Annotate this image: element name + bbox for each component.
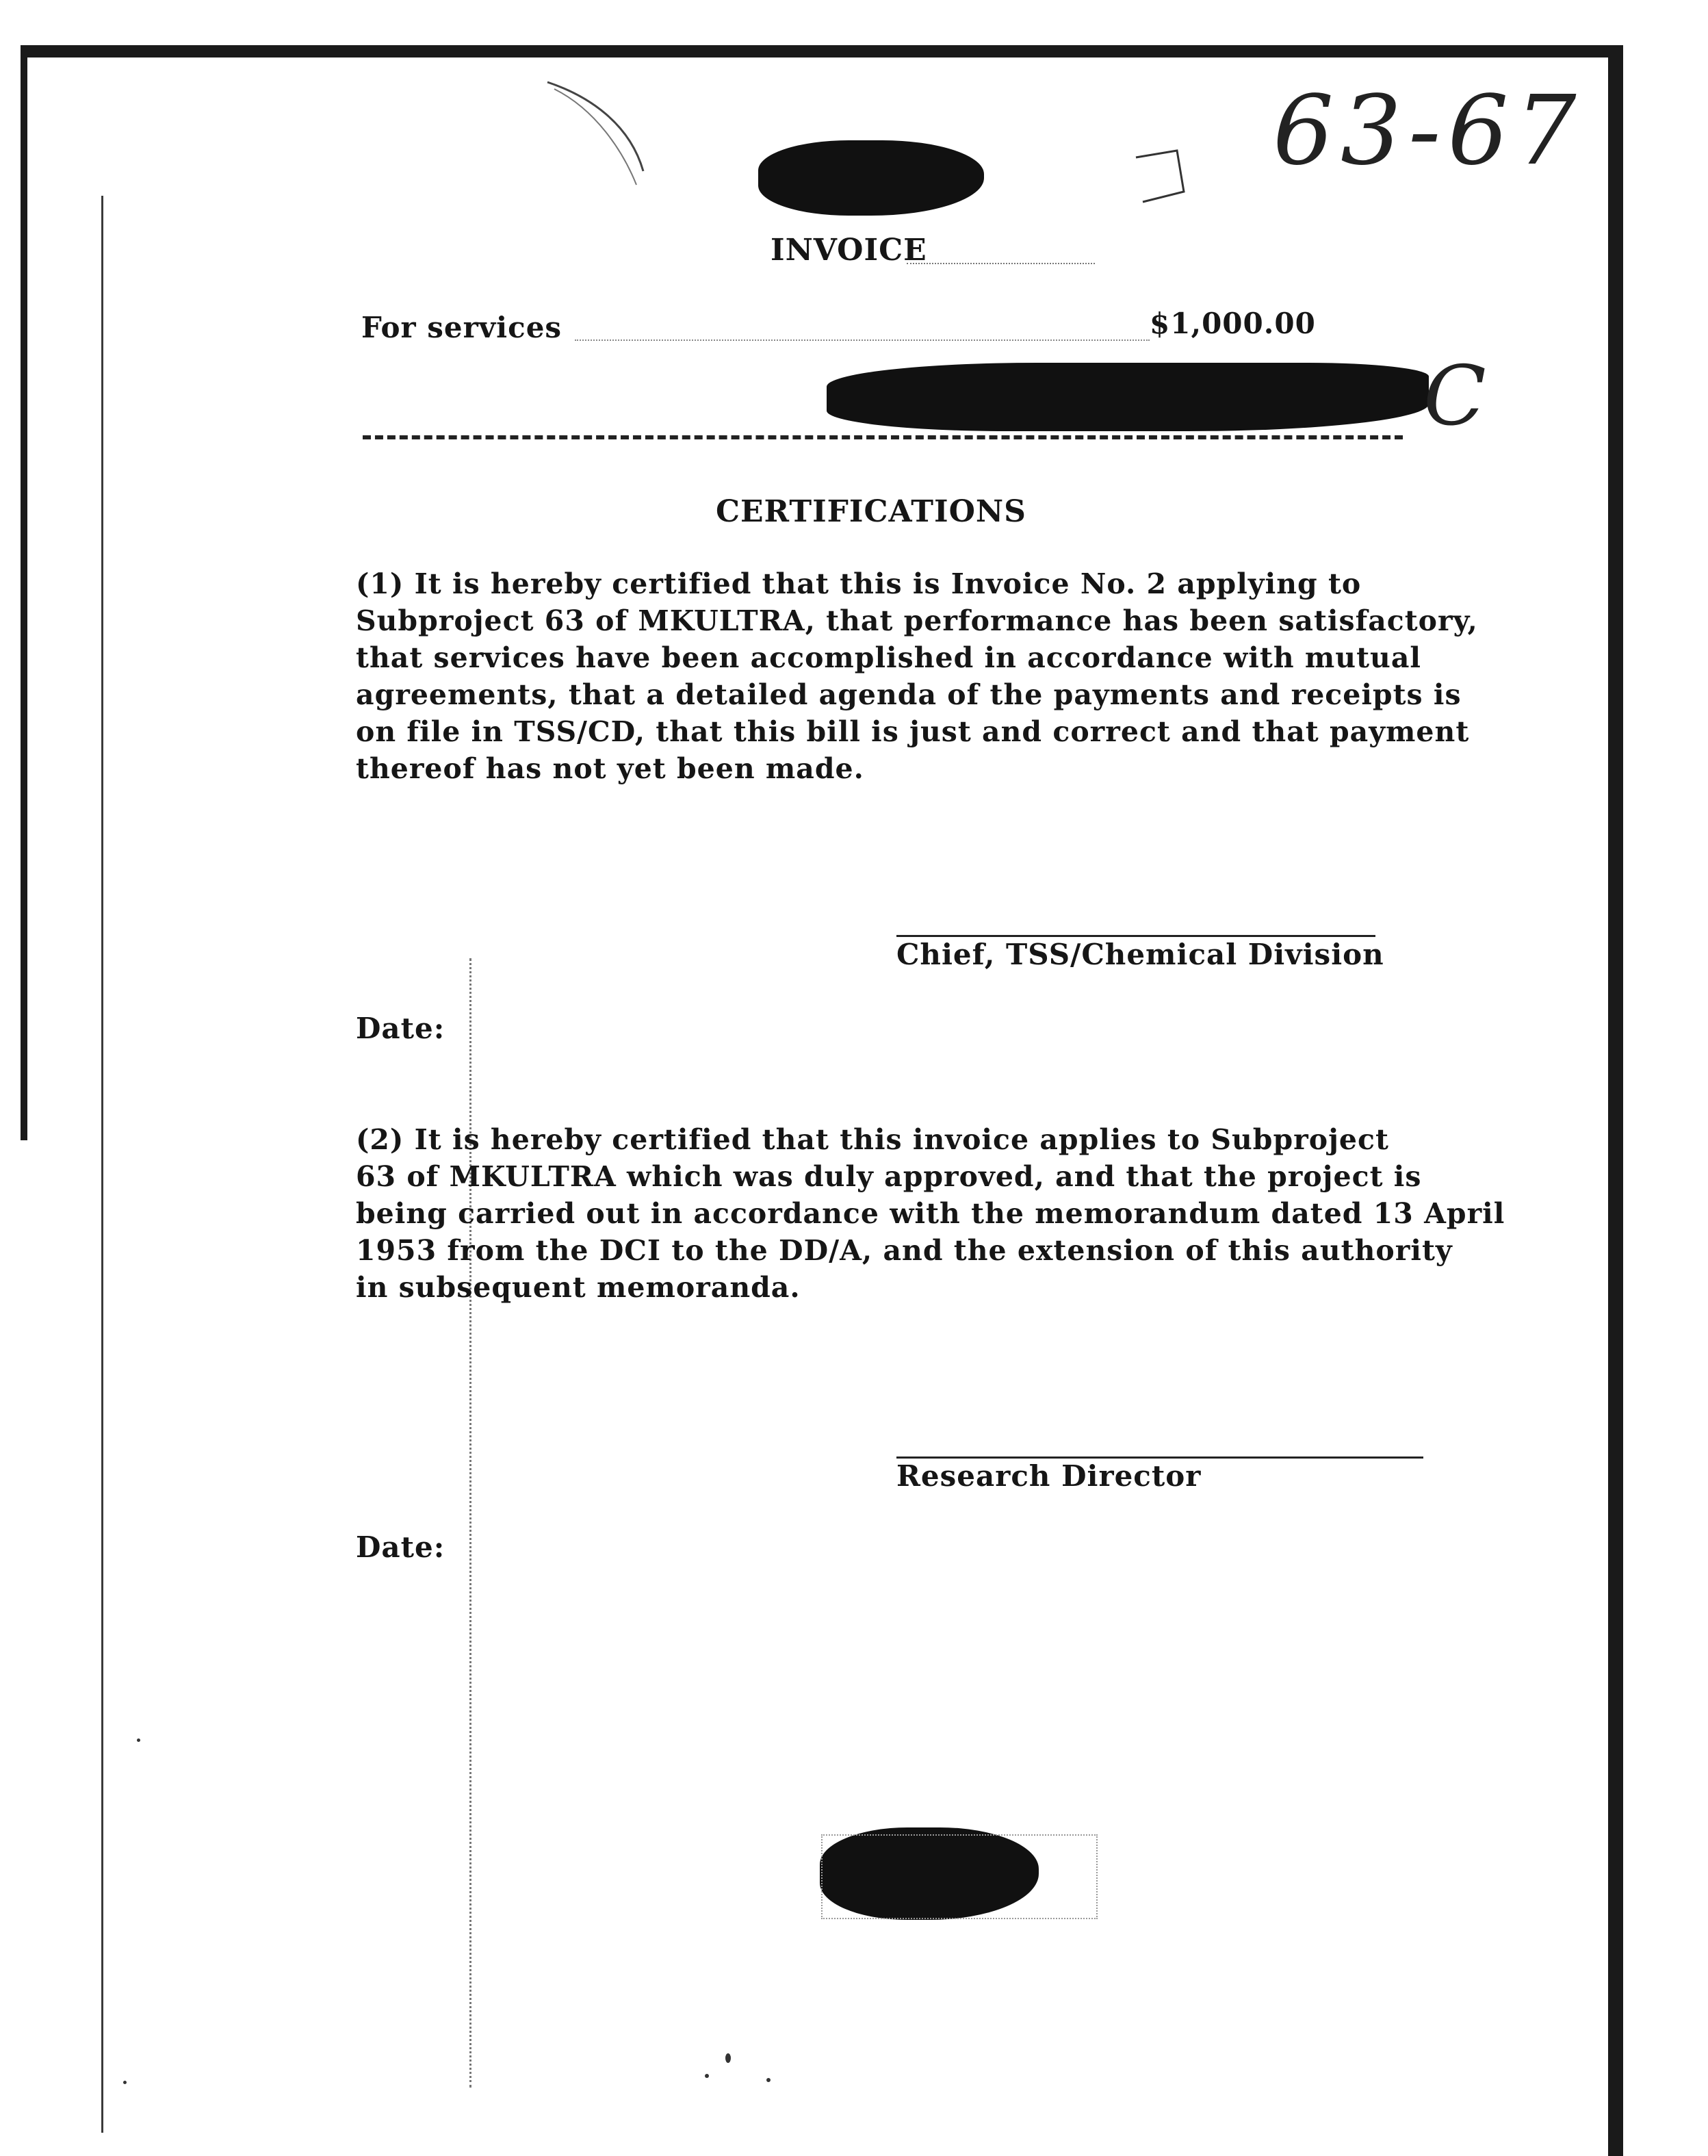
redaction-top xyxy=(758,140,984,216)
paragraph-2-line: being carried out in accordance with the memorandum dated 13 April xyxy=(356,1197,1505,1230)
signature-line-2 xyxy=(896,1456,1423,1459)
certifications-heading: CERTIFICATIONS xyxy=(716,494,1026,529)
date-label-1: Date: xyxy=(356,1012,445,1045)
signature-title-1: Chief, TSS/Chemical Division xyxy=(896,938,1384,971)
scan-speck xyxy=(705,2074,709,2078)
scan-bracket-mark xyxy=(1122,137,1204,212)
certification-paragraph-2 xyxy=(356,1121,1505,1306)
handwritten-margin-mark: C xyxy=(1423,349,1486,444)
paragraph-1-line: on file in TSS/CD, that this bill is just and correct and that payment xyxy=(356,715,1470,748)
paragraph-1-line: Subproject 63 of MKULTRA, that performance has been satisfactory, xyxy=(356,604,1478,637)
paragraph-2-line: 1953 from the DCI to the DD/A, and the extension of this authority xyxy=(356,1234,1453,1267)
paragraph-1-line: that services have been accomplished in accordance with mutual xyxy=(356,641,1421,674)
handwritten-file-number: 63-67 xyxy=(1273,75,1583,187)
signature-title-2: Research Director xyxy=(896,1459,1202,1493)
paragraph-1-line: agreements, that a detailed agenda of the payments and receipts is xyxy=(356,678,1462,711)
paragraph-1-line: thereof has not yet been made. xyxy=(356,752,864,785)
invoice-amount: $1,000.00 xyxy=(1150,307,1316,340)
scan-edge-right xyxy=(1608,55,1623,2156)
paragraph-2-line: (2) It is hereby certified that this invoice applies to Subproject xyxy=(356,1123,1389,1156)
scan-speck xyxy=(137,1738,140,1742)
redaction-middle xyxy=(827,363,1429,431)
separator-dashed-line xyxy=(363,435,1403,439)
scan-edge-left xyxy=(21,45,27,1140)
scan-speck xyxy=(725,2053,731,2063)
scan-smudge-mark xyxy=(534,68,671,192)
scan-edge-top xyxy=(21,45,1623,57)
for-services-rule xyxy=(575,339,1150,341)
invoice-title-rule xyxy=(907,263,1095,264)
signature-line-1 xyxy=(896,935,1375,937)
paragraph-2-line: 63 of MKULTRA which was duly approved, and that the project is xyxy=(356,1160,1422,1193)
paragraph-2-line: in subsequent memoranda. xyxy=(356,1271,801,1304)
certification-paragraph-1 xyxy=(356,565,1505,787)
paragraph-1-line: (1) It is hereby certified that this is Invoice No. 2 applying to xyxy=(356,567,1362,600)
scan-margin-line xyxy=(101,196,103,2133)
date-label-2: Date: xyxy=(356,1530,445,1564)
stamp-outline xyxy=(821,1834,1098,1919)
scan-speck xyxy=(766,2078,771,2082)
for-services-label: For services xyxy=(361,311,562,344)
invoice-title: INVOICE xyxy=(771,233,927,268)
scan-speck xyxy=(123,2081,127,2084)
